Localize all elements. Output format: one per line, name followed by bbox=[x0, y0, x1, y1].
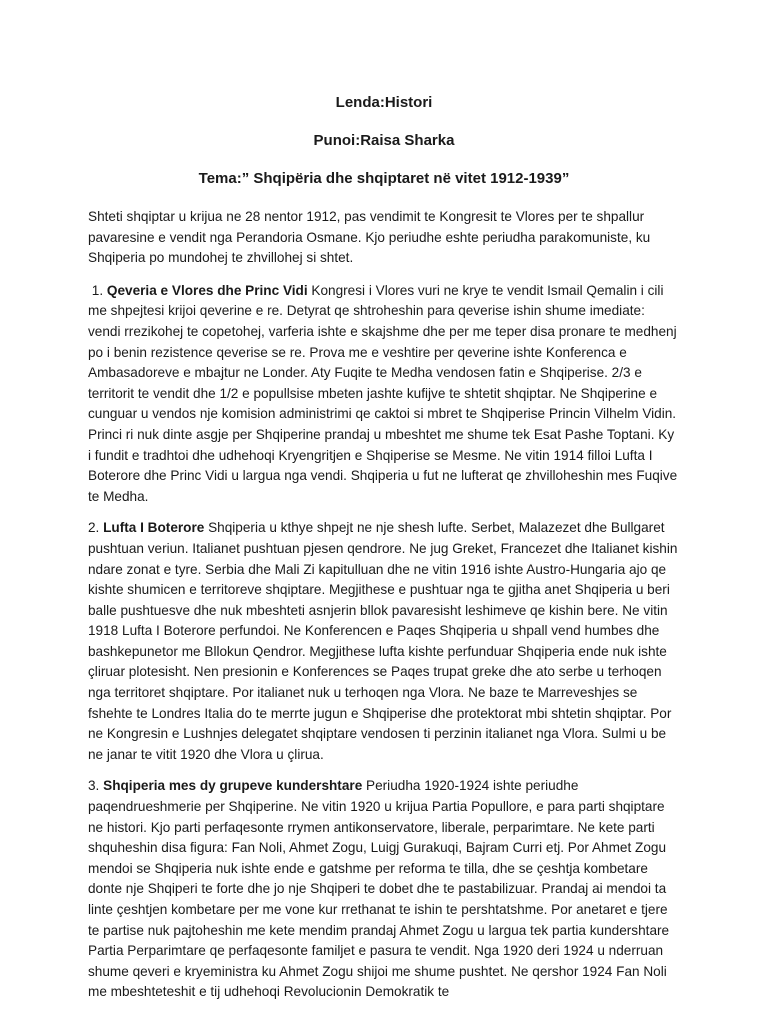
section-2-number: 2. bbox=[88, 520, 104, 536]
section-3-paragraph bbox=[88, 776, 680, 1003]
section-3-heading: Shqiperia mes dy grupeve kundershtare bbox=[103, 778, 363, 794]
section-2-paragraph bbox=[88, 518, 680, 765]
section-3-body: Periudha 1920-1924 ishte periudhe paqendrueshmerie per Shqiperine. Ne vitin 1920 u krijua Partia Popullore, e para parti shqiptare ne histori. Kjo parti perfaqesonte rrymen antikonservatore, liberale, perparimtare. Ne kete parti shquheshin disa figura: Fan Noli, Ahmet Zogu, Luigj Gurakuqi, Bajram Curri etj. Por Ahmet Zogu mendoi se Shqiperia nuk ishte ende e gatshme per reforma te tilla, dhe se çeshtja kombetare donte nje Shqiperi te forte dhe jo nje Shqiperi te dobet dhe te pastabilizuar. Prandaj ai mendoi ta linte çeshtjen kombetare per me vone kur rrethanat te ishin te pershtatshme. Por anetaret e tjere te partise nuk pajtoheshin me kete mendim prandaj Ahmet Zogu u largua tek partia kundershtare Partia Perparimtare qe perfaqesonte familjet e pasura te vendit. Nga 1920 deri 1924 u nderruan shume qeveri e kryeministra ku Ahmet Zogu shijoi me shume pushtet. Ne qershor 1924 Fan Noli me mbeshteteshit e tij udhehoqi Revolucionin Demokratik te bbox=[88, 778, 670, 1000]
section-3-number: 3. bbox=[88, 778, 104, 794]
section-1-number: 1. bbox=[88, 282, 107, 298]
section-1-heading: Qeveria e Vlores dhe Princ Vidi bbox=[106, 282, 308, 298]
topic-title: Tema:” Shqipëria dhe shqiptaret në vitet 1912-1939” bbox=[198, 170, 570, 187]
intro-paragraph: Shteti shqiptar u krijua ne 28 nentor 1912, pas vendimit te Kongresit te Vlores per te shpallur pavaresine e vendit nga Perandoria Osmane. Kjo periudhe eshte periudha parakomuniste, ku Shqiperia po mundohej te zhvillohej si shtet. bbox=[88, 209, 651, 266]
subject-title: Lenda:Histori bbox=[335, 94, 433, 111]
section-2-body: Shqiperia u kthye shpejt ne nje shesh lufte. Serbet, Malazezet dhe Bullgaret pushtuan veriun. Italianet pushtuan pjesen qendrore. Ne jug Greket, Francezet dhe Italianet kishin ndare zonat e tyre. Serbia dhe Mali Zi kapitulluan dhe ne vitin 1916 ishte Austro-Hungaria ajo qe kishte shumicen e territoreve shqiptare. Megjithese e pushtuar nga te gjitha anet Shqiperia u beri balle pushtuesve dhe nuk mbeshteti asnjerin bllok pavaresisht leshimeve qe kishin bere. Ne vitin 1918 Lufta I Boterore perfundoi. Ne Konferencen e Paqes Shqiperia u shpall vend humbes dhe bashkepunetor me Bllokun Qendror. Megjithese lufta kishte perfunduar Shqiperia ende nuk ishte çliruar plotesisht. Nen presionin e Konferences se Paqes trupat greke dhe ato serbe u terhoqen nga territoret shqiptare. Por italianet nuk u terhoqen nga Vlora. Ne baze te Marreveshjes se fshehte te Londres Italia do te merrte jugun e Shqiperise dhe protektorat mbi shtetin shqiptar. Por ne Kongresin e Lushnjes delegatet shqiptare vendosen ti perzinin italianet nga Vlora. Sulmi u be ne janar te vitit 1920 dhe Vlora u çlirua. bbox=[88, 520, 678, 762]
section-1-paragraph bbox=[88, 281, 680, 508]
section-1-body: Kongresi i Vlores vuri ne krye te vendit Ismail Qemalin i cili me shpejtesi krijoi qeverine e re. Detyrat qe shtroheshin para qeverise ishin shume imediate: vendi rrezikohej te copetohej, varferia ishte e skajshme dhe per me teper disa pronare te medhenj po i benin rezistence qeverise se re. Prova me e veshtire per qeverine ishte Konferenca e Ambasadoreve e mbajtur ne Londer. Aty Fuqite te Medha vendosen fatin e Shqiperise. 2/3 e territorit te vendit dhe 1/2 e popullsise mbeten jashte kufijve te shtetit shqiptar. Ne Shqiperine e cunguar u vendos nje komision administrimi qe caktoi si mbret te Shqiperise Princin Vilhelm Vidin. Princi ri nuk dinte asgje per Shqiperine prandaj u mbeshtet me shume tek Esat Pashe Toptani. Ky i fundit e tradhtoi dhe udhehoqi Kryengritjen e Shqiperise se Mesme. Ne vitin 1914 filloi Lufta I Boterore dhe Princ Vidi u largua nga vendi. Shqiperia u fut ne lufterat qe zhvilloheshin mes Fuqive te Medha. bbox=[88, 282, 678, 504]
author-title: Punoi:Raisa Sharka bbox=[313, 132, 455, 149]
section-2-heading: Lufta I Boterore bbox=[103, 520, 205, 536]
